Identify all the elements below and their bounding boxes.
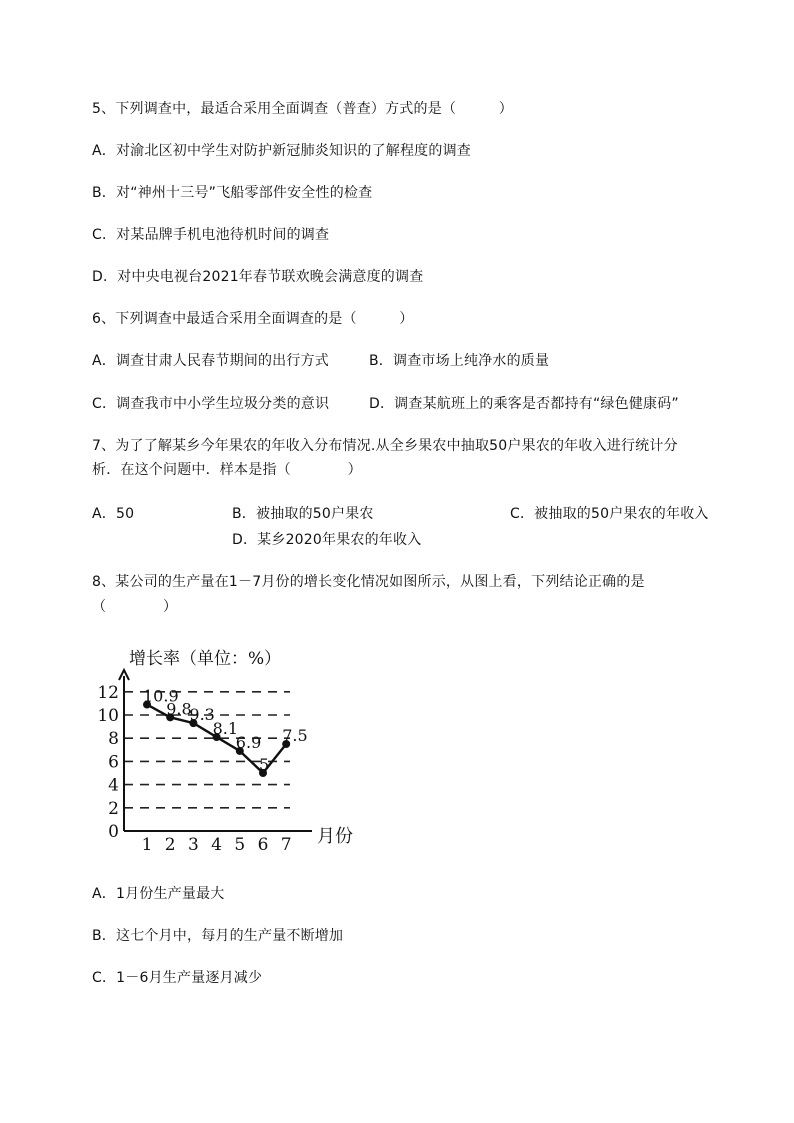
question-5-option-b: B．对“神州十三号”飞船零部件安全性的检查 xyxy=(92,185,373,201)
data-label: 5 xyxy=(259,755,270,774)
question-7-stem-line2: 析．在这个问题中．样本是指（ ） xyxy=(92,462,362,478)
x-tick-label: 6 xyxy=(257,835,269,855)
question-8-stem-line1: 8、某公司的生产量在1－7月份的增长变化情况如图所示，从图上看，下列结论正确的是 xyxy=(92,574,645,590)
question-8-stem-line2: （ ） xyxy=(92,599,178,615)
chart-ylabel: 增长率（单位：%） xyxy=(129,649,282,669)
chart-xlabel: 月份 xyxy=(317,826,353,847)
question-7-stem-line1: 7、为了了解某乡今年果农的年收入分布情况.从全乡果农中抽取50户果农的年收入进行统计分 xyxy=(92,438,678,454)
question-7-option-a: A．50 xyxy=(92,506,135,522)
question-6-option-b: B．调查市场上纯净水的质量 xyxy=(369,353,550,369)
data-label: 6.9 xyxy=(235,732,262,752)
question-5-option-a: A．对渝北区初中学生对防护新冠肺炎知识的了解程度的调查 xyxy=(92,143,471,159)
question-6-option-a: A．调查甘肃人民春节期间的出行方式 xyxy=(92,353,329,369)
question-7-option-b: B．被抽取的50户果农 xyxy=(232,506,374,522)
y-tick-label: 0 xyxy=(108,822,119,842)
question-5-stem: 5、下列调查中，最适合采用全面调查（普查）方式的是（ ） xyxy=(92,101,513,117)
growth-rate-line-chart xyxy=(95,640,375,860)
question-8-option-a: A．1月份生产量最大 xyxy=(92,886,225,902)
question-8-option-c: C．1－6月生产量逐月减少 xyxy=(92,970,263,986)
x-tick-label: 5 xyxy=(234,835,246,855)
data-label: 8.1 xyxy=(212,719,239,739)
question-6-stem: 6、下列调查中最适合采用全面调查的是（ ） xyxy=(92,311,414,327)
x-tick-label: 3 xyxy=(187,835,199,855)
question-8-option-b: B．这七个月中，每月的生产量不断增加 xyxy=(92,928,344,944)
x-tick-label: 1 xyxy=(141,835,153,855)
data-label: 10.9 xyxy=(143,686,179,706)
x-tick-label: 4 xyxy=(211,835,223,855)
data-label: 7.5 xyxy=(282,726,308,745)
question-5-option-d: D．对中央电视台2021年春节联欢晚会满意度的调查 xyxy=(92,269,424,285)
y-tick-label: 6 xyxy=(108,752,119,773)
y-tick-label: 2 xyxy=(108,798,119,819)
data-label: 9.3 xyxy=(189,705,215,725)
y-tick-label: 10 xyxy=(97,706,119,726)
question-6-option-d: D．调查某航班上的乘客是否都持有“绿色健康码” xyxy=(369,396,679,412)
x-tick-label: 2 xyxy=(164,835,176,855)
question-7-option-d: D．某乡2020年果农的年收入 xyxy=(232,532,422,548)
y-tick-label: 4 xyxy=(108,775,119,796)
question-6-option-c: C．调查我市中小学生垃圾分类的意识 xyxy=(92,396,330,412)
question-7-option-c: C．被抽取的50户果农的年收入 xyxy=(510,506,709,522)
x-tick-label: 7 xyxy=(280,835,292,855)
question-5-option-c: C．对某品牌手机电池待机时间的调查 xyxy=(92,227,330,243)
y-tick-label: 12 xyxy=(97,682,119,703)
data-label: 9.8 xyxy=(166,699,192,719)
y-tick-label: 8 xyxy=(108,729,119,750)
